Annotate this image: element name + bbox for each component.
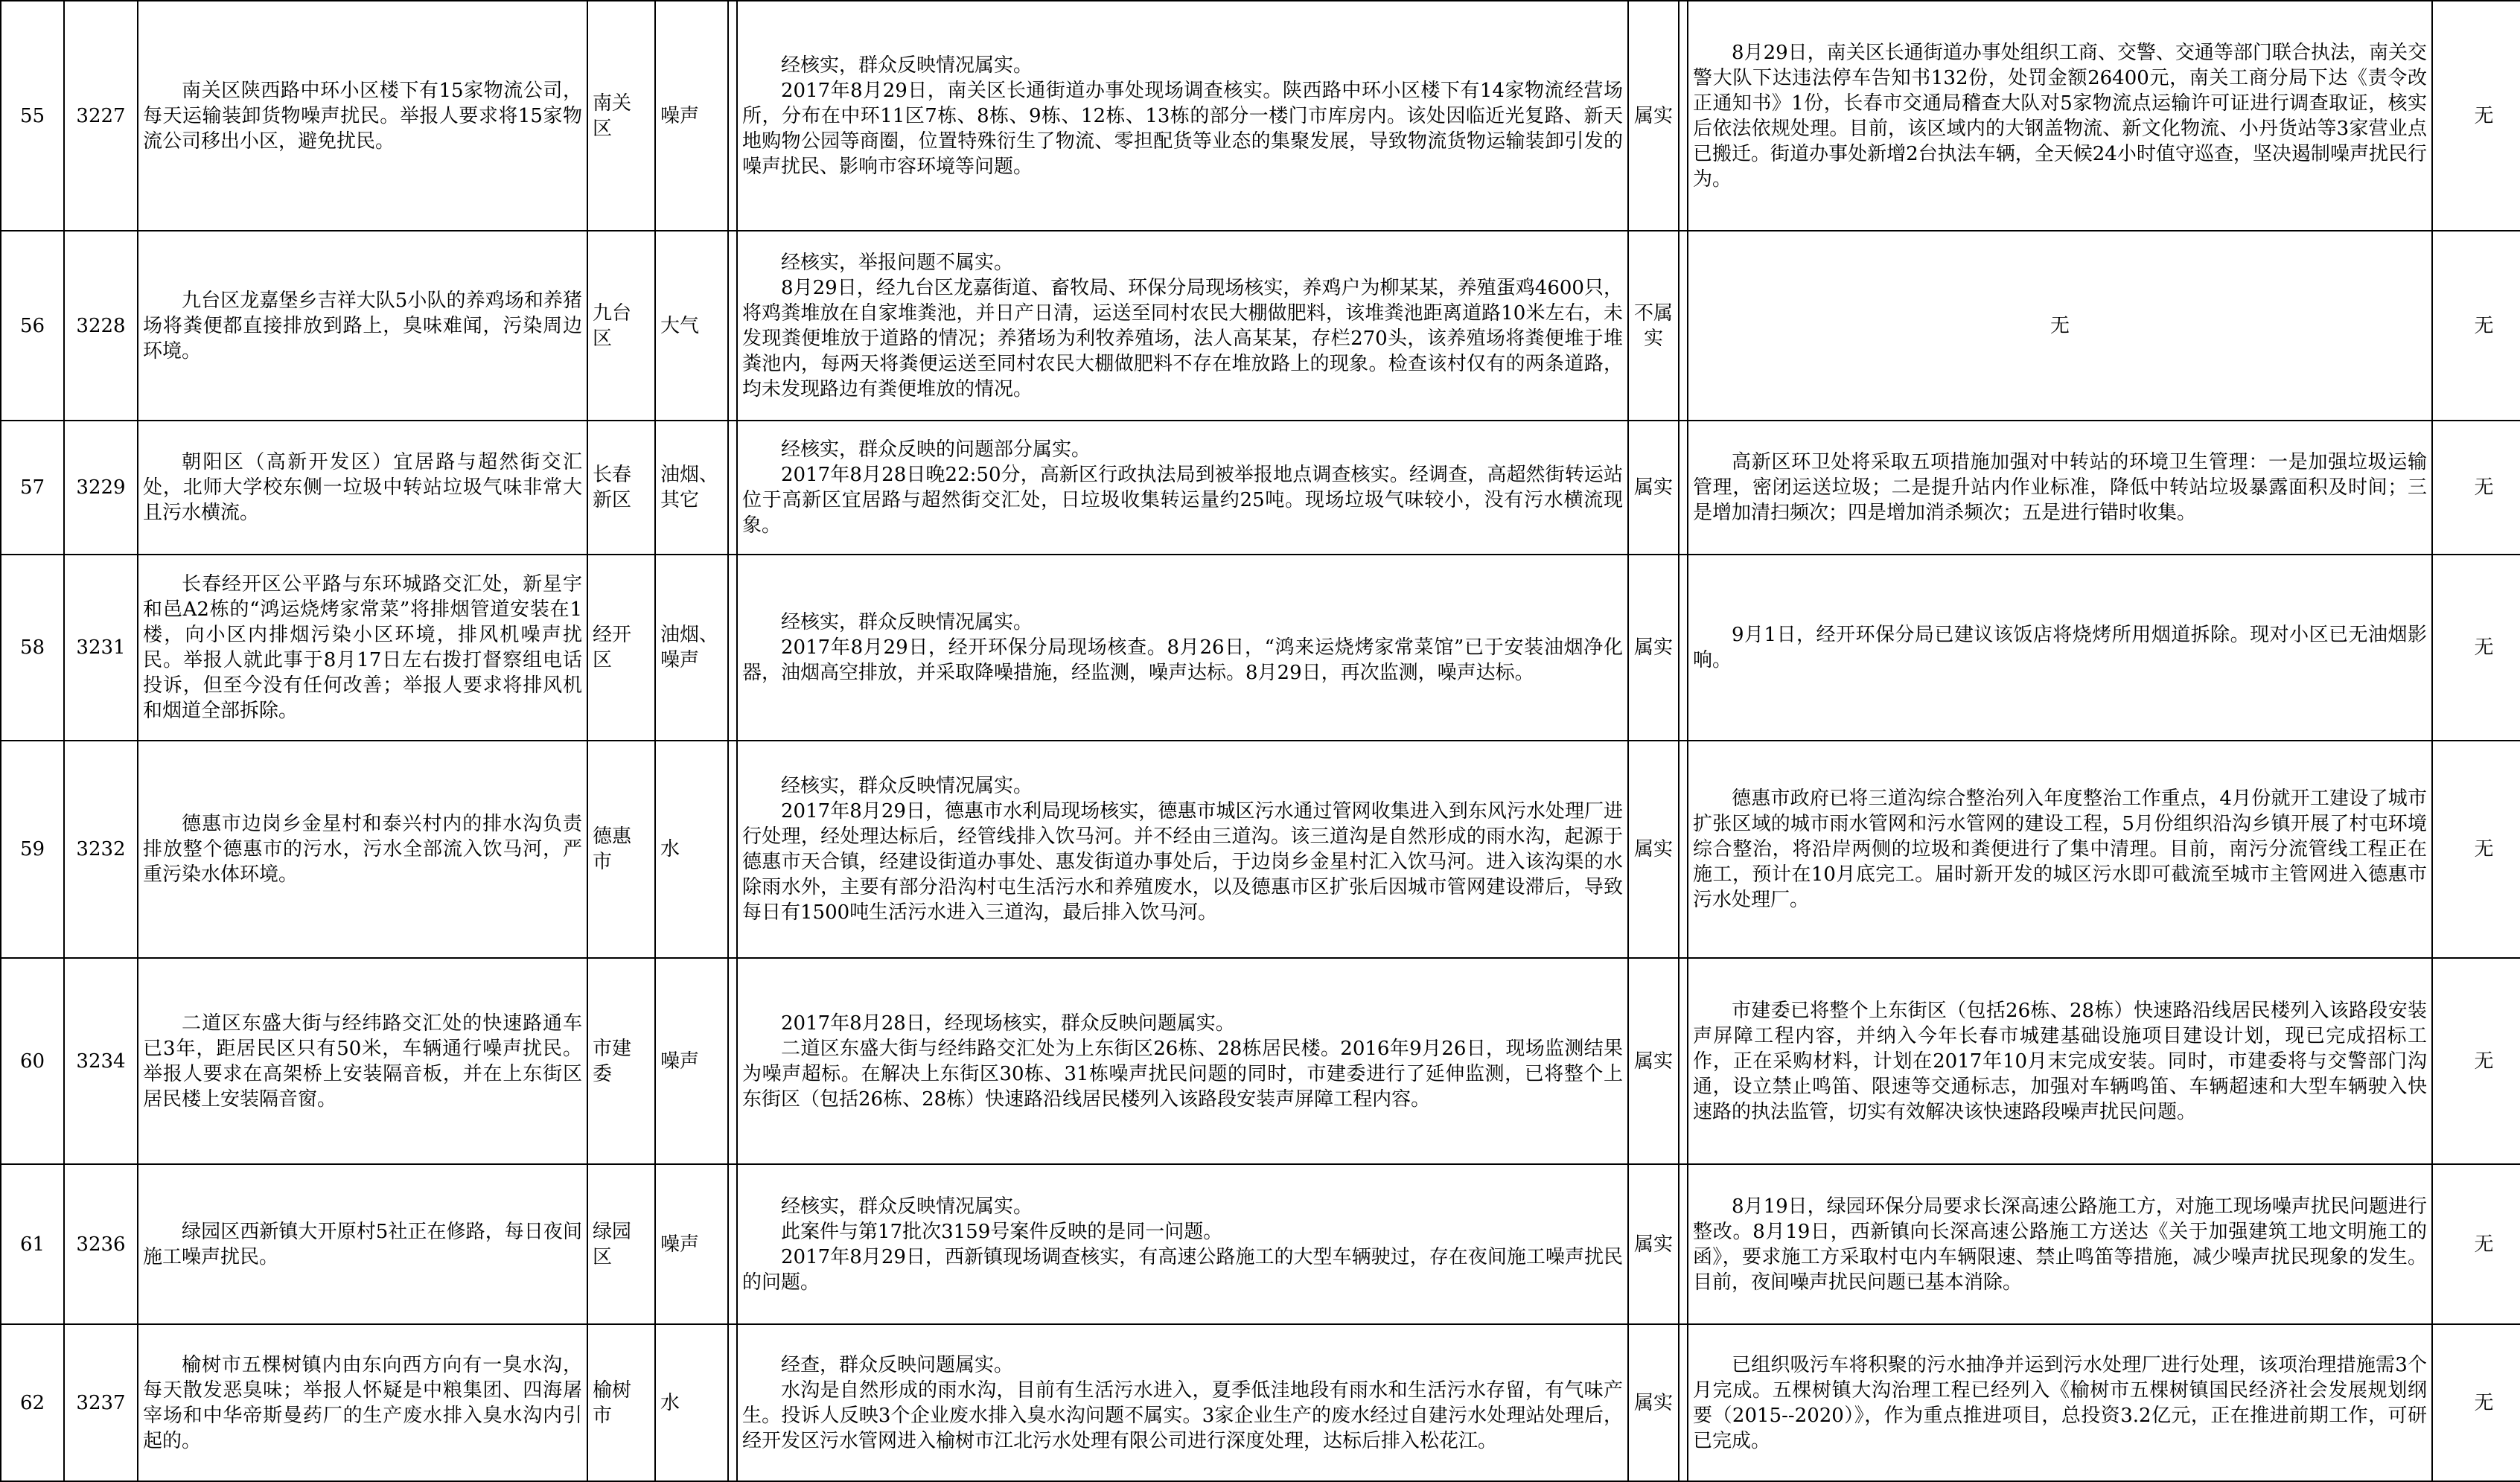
verification-status: 属实 <box>1628 555 1679 741</box>
column-gap <box>1679 1164 1688 1324</box>
rectification-measures: 市建委已将整个上东街区（包括26栋、28栋）快速路沿线居民楼列入该路段安装声屏障工程内容，并纳入今年长春市城建基础设施项目建设计划，现已完成招标工作，正在采购材料，计划在2017年10月末完成安装。同时，市建委将与交警部门沟通，设立禁止鸣笛、限速等交通标志，加强对车辆鸣笛、车辆超速和大型车辆驶入快速路的执法监管，切实有效解决该快速路段噪声扰民问题。 <box>1688 958 2432 1164</box>
investigation-result <box>737 958 1628 1164</box>
responsible-area: 榆树市 <box>587 1324 655 1481</box>
verification-status: 不属实 <box>1628 231 1679 421</box>
pollution-type: 噪声 <box>655 958 728 1164</box>
investigation-paragraph: 经核实，群众反映情况属实。 <box>781 54 1033 77</box>
accountability: 无 <box>2432 1324 2520 1481</box>
accountability: 无 <box>2432 1 2520 231</box>
table-row <box>1 421 2520 555</box>
investigation-paragraph: 水沟是自然形成的雨水沟，目前有生活污水进入，夏季低洼地段有雨水和生活污水存留，有气味产生。投诉人反映3个企业废水排入臭水沟问题不属实。3家企业生产的废水经过自建污水处理站处理后，经开发区污水管网进入榆树市江北污水处理有限公司进行深度处理，达标后排入松花江。 <box>742 1379 1623 1452</box>
column-gap <box>728 555 737 741</box>
case-number: 3231 <box>64 555 138 741</box>
investigation-paragraph: 8月29日，经九台区龙嘉街道、畜牧局、环保分局现场核实，养鸡户为柳某某，养殖蛋鸡4600只，将鸡粪堆放在自家堆粪池，并日产日清，运送至同村农民大棚做肥料，该堆粪池距离道路10米左右，未发现粪便堆放于道路的情况；养猪场为利牧养殖场，法人高某某，存栏270头，该养殖场将粪便堆于堆粪池内，每两天将粪便运送至同村农民大棚做肥料不存在堆放路上的现象。检查该村仅有的两条道路，均未发现路边有粪便堆放的情况。 <box>742 276 1623 400</box>
accountability: 无 <box>2432 1164 2520 1324</box>
column-gap <box>1679 1 1688 231</box>
table-row <box>1 1 2520 231</box>
row-index: 56 <box>1 231 64 421</box>
investigation-result <box>737 231 1628 421</box>
column-gap <box>728 231 737 421</box>
responsible-area: 九台区 <box>587 231 655 421</box>
column-gap <box>1679 741 1688 958</box>
investigation-result <box>737 1 1628 231</box>
row-index: 58 <box>1 555 64 741</box>
column-gap <box>728 1164 737 1324</box>
pollution-type: 水 <box>655 1324 728 1481</box>
verification-status: 属实 <box>1628 1324 1679 1481</box>
investigation-paragraph: 此案件与第17批次3159号案件反映的是同一问题。 <box>781 1220 1223 1243</box>
investigation-paragraph: 经核实，群众反映情况属实。 <box>781 611 1033 633</box>
case-number: 3236 <box>64 1164 138 1324</box>
rectification-measures: 无 <box>1688 231 2432 421</box>
verification-status: 属实 <box>1628 1164 1679 1324</box>
rectification-measures: 9月1日，经开环保分局已建议该饭店将烧烤所用烟道拆除。现对小区已无油烟影响。 <box>1688 555 2432 741</box>
pollution-type: 噪声 <box>655 1164 728 1324</box>
accountability: 无 <box>2432 958 2520 1164</box>
accountability: 无 <box>2432 231 2520 421</box>
complaint-description: 南关区陕西路中环小区楼下有15家物流公司，每天运输装卸货物噪声扰民。举报人要求将15家物流公司移出小区，避免扰民。 <box>138 1 587 231</box>
investigation-paragraph: 2017年8月29日，德惠市水利局现场核实，德惠市城区污水通过管网收集进入到东风污水处理厂进行处理，经处理达标后，经管线排入饮马河。并不经由三道沟。该三道沟是自然形成的雨水沟，起源于德惠市天合镇，经建设街道办事处、惠发街道办事处后，于边岗乡金星村汇入饮马河。进入该沟渠的水除雨水外，主要有部分沿沟村屯生活污水和养殖废水，以及德惠市区扩张后因城市管网建设滞后，导致每日有1500吨生活污水进入三道沟，最后排入饮马河。 <box>742 800 1623 924</box>
rectification-measures: 已组织吸污车将积聚的污水抽净并运到污水处理厂进行处理，该项治理措施需3个月完成。五棵树镇大沟治理工程已经列入《榆树市五棵树镇国民经济社会发展规划纲要（2015--2020）》，作为重点推进项目，总投资3.2亿元，正在推进前期工作，可研已完成。 <box>1688 1324 2432 1481</box>
row-index: 55 <box>1 1 64 231</box>
case-number: 3227 <box>64 1 138 231</box>
investigation-paragraph: 经查，群众反映问题属实。 <box>781 1353 1014 1376</box>
investigation-paragraph: 经核实，举报问题不属实。 <box>781 251 1014 274</box>
column-gap <box>1679 231 1688 421</box>
table-row <box>1 1324 2520 1481</box>
column-gap <box>1679 1324 1688 1481</box>
complaint-description: 朝阳区（高新开发区）宜居路与超然街交汇处，北师大学校东侧一垃圾中转站垃圾气味非常大且污水横流。 <box>138 421 587 555</box>
investigation-result <box>737 421 1628 555</box>
verification-status: 属实 <box>1628 741 1679 958</box>
pollution-type: 油烟、其它 <box>655 421 728 555</box>
investigation-paragraph: 2017年8月28日，经现场核实，群众反映问题属实。 <box>781 1012 1235 1035</box>
case-number: 3228 <box>64 231 138 421</box>
accountability: 无 <box>2432 741 2520 958</box>
table-row <box>1 958 2520 1164</box>
responsible-area: 长春新区 <box>587 421 655 555</box>
case-number: 3229 <box>64 421 138 555</box>
investigation-paragraph: 2017年8月29日，南关区长通街道办事处现场调查核实。陕西路中环小区楼下有14家物流经营场所，分布在中环11区7栋、8栋、9栋、12栋、13栋的部分一楼门市库房内。该处因临近光复路、新天地购物公园等商圈，位置特殊衍生了物流、零担配货等业态的集聚发展，导致物流货物运输装卸引发的噪声扰民、影响市容环境等问题。 <box>742 79 1623 178</box>
investigation-result <box>737 1164 1628 1324</box>
rectification-measures: 德惠市政府已将三道沟综合整治列入年度整治工作重点，4月份就开工建设了城市扩张区域的城市雨水管网和污水管网的建设工程，5月份组织沿沟乡镇开展了村屯环境综合整治，将沿岸两侧的垃圾和粪便进行了集中清理。目前，南污分流管线工程正在施工，预计在10月底完工。届时新开发的城区污水即可截流至城市主管网进入德惠市污水处理厂。 <box>1688 741 2432 958</box>
column-gap <box>728 1 737 231</box>
responsible-area: 市建委 <box>587 958 655 1164</box>
investigation-result <box>737 1324 1628 1481</box>
pollution-type: 噪声 <box>655 1 728 231</box>
verification-status: 属实 <box>1628 421 1679 555</box>
investigation-paragraph: 经核实，群众反映的问题部分属实。 <box>781 438 1091 461</box>
responsible-area: 南关区 <box>587 1 655 231</box>
case-number: 3232 <box>64 741 138 958</box>
investigation-result <box>737 741 1628 958</box>
responsible-area: 绿园区 <box>587 1164 655 1324</box>
rectification-measures: 8月19日，绿园环保分局要求长深高速公路施工方，对施工现场噪声扰民问题进行整改。8月19日，西新镇向长深高速公路施工方送达《关于加强建筑工地文明施工的函》，要求施工方采取村屯内车辆限速、禁止鸣笛等措施，减少噪声扰民现象的发生。目前，夜间噪声扰民问题已基本消除。 <box>1688 1164 2432 1324</box>
pollution-type: 水 <box>655 741 728 958</box>
table-row <box>1 741 2520 958</box>
case-number: 3237 <box>64 1324 138 1481</box>
responsible-area: 经开区 <box>587 555 655 741</box>
column-gap <box>1679 421 1688 555</box>
accountability: 无 <box>2432 555 2520 741</box>
table-row <box>1 231 2520 421</box>
investigation-paragraph: 二道区东盛大街与经纬路交汇处为上东街区26栋、28栋居民楼。2016年9月26日，现场监测结果为噪声超标。在解决上东街区30栋、31栋噪声扰民问题的同时，市建委进行了延伸监测，已将整个上东街区（包括26栋、28栋）快速路沿线居民楼列入该路段安装声屏障工程内容。 <box>742 1037 1623 1111</box>
complaint-description: 德惠市边岗乡金星村和泰兴村内的排水沟负责排放整个德惠市的污水，污水全部流入饮马河，严重污染水体环境。 <box>138 741 587 958</box>
row-index: 60 <box>1 958 64 1164</box>
investigation-result <box>737 555 1628 741</box>
column-gap <box>728 741 737 958</box>
row-index: 61 <box>1 1164 64 1324</box>
complaint-description: 榆树市五棵树镇内由东向西方向有一臭水沟，每天散发恶臭味；举报人怀疑是中粮集团、四海屠宰场和中华帝斯曼药厂的生产废水排入臭水沟内引起的。 <box>138 1324 587 1481</box>
responsible-area: 德惠市 <box>587 741 655 958</box>
investigation-paragraph: 2017年8月29日，西新镇现场调查核实，有高速公路施工的大型车辆驶过，存在夜间施工噪声扰民的问题。 <box>742 1245 1623 1294</box>
table-row <box>1 555 2520 741</box>
complaint-description: 长春经开区公平路与东环城路交汇处，新星宇和邑A2栋的“鸿运烧烤家常菜”将排烟管道安装在1楼，向小区内排烟污染小区环境，排风机噪声扰民。举报人就此事于8月17日左右拨打督察组电话投诉，但至今没有任何改善；举报人要求将排风机和烟道全部拆除。 <box>138 555 587 741</box>
accountability: 无 <box>2432 421 2520 555</box>
pollution-type: 油烟、噪声 <box>655 555 728 741</box>
column-gap <box>728 958 737 1164</box>
verification-status: 属实 <box>1628 1 1679 231</box>
complaint-description: 二道区东盛大街与经纬路交汇处的快速路通车已3年，距居民区只有50米，车辆通行噪声扰民。举报人要求在高架桥上安装隔音板，并在上东街区居民楼上安装隔音窗。 <box>138 958 587 1164</box>
column-gap <box>728 1324 737 1481</box>
complaint-description: 九台区龙嘉堡乡吉祥大队5小队的养鸡场和养猪场将粪便都直接排放到路上，臭味难闻，污染周边环境。 <box>138 231 587 421</box>
investigation-paragraph: 2017年8月28日晚22:50分，高新区行政执法局到被举报地点调查核实。经调查，高超然街转运站位于高新区宜居路与超然街交汇处，日垃圾收集转运量约25吨。现场垃圾气味较小，没有污水横流现象。 <box>742 464 1623 537</box>
investigation-paragraph: 经核实，群众反映情况属实。 <box>781 1195 1033 1218</box>
pollution-type: 大气 <box>655 231 728 421</box>
column-gap <box>1679 555 1688 741</box>
row-index: 57 <box>1 421 64 555</box>
investigation-paragraph: 2017年8月29日，经开环保分局现场核查。8月26日，“鸿来运烧烤家常菜馆”已于安装油烟净化器，油烟高空排放，并采取降噪措施，经监测，噪声达标。8月29日，再次监测，噪声达标。 <box>742 636 1623 684</box>
column-gap <box>1679 958 1688 1164</box>
rectification-measures: 高新区环卫处将采取五项措施加强对中转站的环境卫生管理：一是加强垃圾运输管理，密闭运送垃圾；二是提升站内作业标准，降低中转站垃圾暴露面积及时间；三是增加清扫频次；四是增加消杀频次；五是进行错时收集。 <box>1688 421 2432 555</box>
investigation-paragraph: 经核实，群众反映情况属实。 <box>781 775 1033 797</box>
column-gap <box>728 421 737 555</box>
verification-status: 属实 <box>1628 958 1679 1164</box>
rectification-measures: 8月29日，南关区长通街道办事处组织工商、交警、交通等部门联合执法，南关交警大队下达违法停车告知书132份，处罚金额26400元，南关工商分局下达《责令改正通知书》1份，长春市交通局稽查大队对5家物流点运输许可证进行调查取证，核实后依法依规处理。目前，该区域内的大钢盖物流、新文化物流、小丹货站等3家营业点已搬迁。街道办事处新增2台执法车辆，全天候24小时值守巡查，坚决遏制噪声扰民行为。 <box>1688 1 2432 231</box>
row-index: 62 <box>1 1324 64 1481</box>
row-index: 59 <box>1 741 64 958</box>
case-number: 3234 <box>64 958 138 1164</box>
complaint-description: 绿园区西新镇大开原村5社正在修路，每日夜间施工噪声扰民。 <box>138 1164 587 1324</box>
table-row <box>1 1164 2520 1324</box>
